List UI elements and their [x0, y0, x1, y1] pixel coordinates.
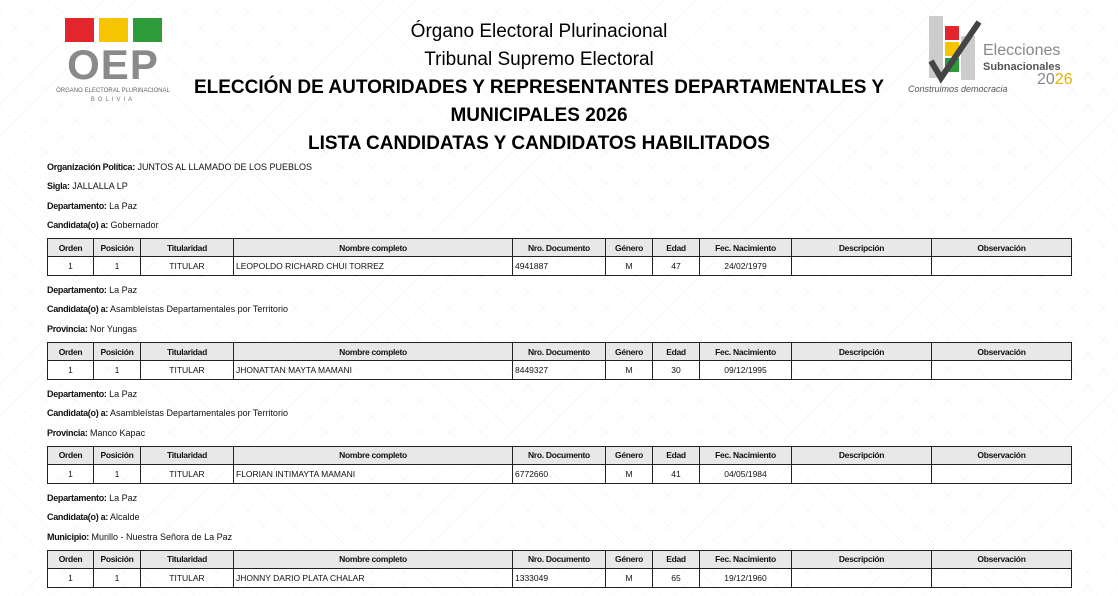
table-cell: 1 [48, 361, 94, 380]
table-header [48, 446, 1072, 464]
logo-line1: Elecciones [983, 42, 1061, 59]
column-header: Fec. Nacimiento [700, 550, 792, 568]
label: Candidata(o) a: [47, 512, 109, 523]
candidates-table [47, 238, 1072, 276]
column-header: Edad [653, 239, 700, 257]
column-header: Descripción [792, 446, 932, 464]
table-cell: M [606, 361, 653, 380]
prov-line [47, 427, 1071, 446]
column-header: Descripción [792, 239, 932, 257]
column-header: Edad [653, 550, 700, 568]
dep-value: La Paz [109, 200, 138, 211]
dep-value: La Paz [109, 285, 138, 296]
label: Candidata(o) a: [47, 304, 109, 315]
candidates-table [47, 446, 1072, 484]
table-cell: JHONATTAN MAYTA MAMANI [234, 361, 513, 380]
prov-value: Nor Yungas [90, 323, 137, 334]
column-header: Nro. Documento [513, 239, 606, 257]
label: Organización Política: [47, 162, 135, 172]
column-header: Fec. Nacimiento [700, 446, 792, 464]
prov-value: Manco Kapac [90, 427, 146, 438]
table-cell: 41 [653, 464, 700, 483]
table-cell: LEOPOLDO RICHARD CHUI TORREZ [234, 257, 513, 276]
org-title: Órgano Electoral Plurinacional [410, 21, 668, 42]
column-header: Titularidad [141, 446, 234, 464]
table-cell: 04/05/1984 [700, 464, 792, 483]
logo-slogan: Construimos democracia [908, 84, 1008, 94]
column-header: Posición [94, 550, 141, 568]
label: Provincia: [47, 427, 88, 438]
cand-line [47, 407, 1071, 426]
table-cell: FLORIAN INTIMAYTA MAMANI [234, 464, 513, 483]
oep-name: ÓRGANO ELECTORAL PLURINACIONAL [56, 88, 170, 94]
table-row [48, 361, 1072, 380]
table-cell [792, 464, 932, 483]
elecciones-subnacionales-logo [905, 12, 1080, 97]
column-header: Descripción [792, 550, 932, 568]
cand-value: Asambleístas Departamentales por Territorio [110, 408, 288, 419]
table-cell [932, 464, 1072, 483]
ballot-check-icon [927, 16, 987, 86]
table-row [48, 464, 1072, 483]
column-header: Posición [94, 446, 141, 464]
table-cell: JHONNY DARIO PLATA CHALAR [234, 568, 513, 587]
label: Provincia: [47, 323, 88, 334]
table-cell: 8449327 [513, 361, 606, 380]
year-a: 20 [1037, 71, 1055, 88]
column-header: Orden [48, 550, 94, 568]
table-cell: M [606, 257, 653, 276]
column-header: Fec. Nacimiento [700, 239, 792, 257]
column-header: Nombre completo [234, 550, 513, 568]
column-header: Observación [932, 343, 1072, 361]
column-header: Nombre completo [234, 343, 513, 361]
table-row [48, 568, 1072, 587]
table-header [48, 239, 1072, 257]
tribunal-title: Tribunal Supremo Electoral [424, 49, 654, 70]
column-header: Edad [653, 446, 700, 464]
column-header: Orden [48, 343, 94, 361]
table-cell: 1 [94, 361, 141, 380]
column-header: Posición [94, 343, 141, 361]
table-header [48, 343, 1072, 361]
column-header: Observación [932, 446, 1072, 464]
column-header: Titularidad [141, 550, 234, 568]
table-cell: 1 [48, 464, 94, 483]
candidates-table [47, 550, 1072, 588]
table-cell: 1333049 [513, 568, 606, 587]
document-header [190, 18, 888, 158]
sigla-line [47, 180, 1071, 199]
column-header: Nro. Documento [513, 343, 606, 361]
label: Sigla: [47, 181, 70, 192]
column-header: Observación [932, 550, 1072, 568]
table-cell [932, 568, 1072, 587]
table-cell: M [606, 464, 653, 483]
table-cell: 19/12/1960 [700, 568, 792, 587]
dep-value: La Paz [109, 389, 138, 400]
table-cell: TITULAR [141, 568, 234, 587]
cand-value: Gobernador [110, 219, 159, 230]
column-header: Género [606, 550, 653, 568]
column-header: Titularidad [141, 343, 234, 361]
oep-country: BOLIVIA [90, 97, 136, 103]
list-title: LISTA CANDIDATAS Y CANDIDATOS HABILITADOS [308, 133, 770, 154]
table-cell: TITULAR [141, 257, 234, 276]
table-cell [932, 361, 1072, 380]
column-header: Género [606, 446, 653, 464]
column-header: Orden [48, 239, 94, 257]
column-header: Género [606, 239, 653, 257]
column-header: Titularidad [141, 239, 234, 257]
column-header: Nro. Documento [513, 446, 606, 464]
logo-year [1037, 71, 1073, 89]
cand-line [47, 303, 1071, 322]
column-header: Género [606, 343, 653, 361]
table-header [48, 550, 1072, 568]
column-header: Edad [653, 343, 700, 361]
dep-line [47, 388, 1071, 407]
table-cell: 4941887 [513, 257, 606, 276]
column-header: Orden [48, 446, 94, 464]
table-cell: 65 [653, 568, 700, 587]
label: Departamento: [47, 285, 107, 296]
candidates-table [47, 342, 1072, 380]
table-cell: 30 [653, 361, 700, 380]
table-cell [792, 361, 932, 380]
column-header: Descripción [792, 343, 932, 361]
table-cell: 1 [48, 568, 94, 587]
table-cell [792, 257, 932, 276]
election-title: ELECCIÓN DE AUTORIDADES Y REPRESENTANTES DEPARTAMENTALES Y MUNICIPALES 2026 [193, 77, 885, 126]
table-cell: 1 [94, 464, 141, 483]
column-header: Posición [94, 239, 141, 257]
table-row [48, 257, 1072, 276]
label: Candidata(o) a: [47, 219, 109, 230]
table-cell: M [606, 568, 653, 587]
label: Departamento: [47, 389, 107, 400]
table-cell: 47 [653, 257, 700, 276]
cand-line [47, 511, 1071, 530]
mun-line [47, 531, 1071, 550]
org-value: JUNTOS AL LLAMADO DE LOS PUEBLOS [137, 162, 312, 172]
oep-acronym: OEP [67, 41, 159, 88]
oep-logo [46, 18, 180, 103]
cand-value: Alcalde [110, 512, 140, 523]
prov-line [47, 323, 1071, 342]
column-header: Nro. Documento [513, 550, 606, 568]
cand-value: Asambleístas Departamentales por Territorio [110, 304, 288, 315]
label: Departamento: [47, 492, 107, 503]
table-cell: 09/12/1995 [700, 361, 792, 380]
label: Departamento: [47, 200, 107, 211]
candidate-list [47, 161, 1071, 596]
org-line [47, 161, 1071, 180]
table-cell: TITULAR [141, 464, 234, 483]
table-cell: 6772660 [513, 464, 606, 483]
label: Candidata(o) a: [47, 408, 109, 419]
table-cell: 24/02/1979 [700, 257, 792, 276]
column-header: Fec. Nacimiento [700, 343, 792, 361]
logo-line2: Subnacionales [983, 61, 1061, 73]
dep-value: La Paz [109, 492, 138, 503]
column-header: Observación [932, 239, 1072, 257]
column-header: Nombre completo [234, 239, 513, 257]
dep-line [47, 284, 1071, 303]
table-cell [792, 568, 932, 587]
sigla-value: JALLALLA LP [72, 181, 128, 192]
dep-line [47, 492, 1071, 511]
table-cell [932, 257, 1072, 276]
column-header: Nombre completo [234, 446, 513, 464]
mun-value: Murillo - Nuestra Señora de La Paz [91, 531, 233, 542]
table-cell: TITULAR [141, 361, 234, 380]
table-cell: 1 [94, 568, 141, 587]
year-b: 26 [1054, 71, 1073, 88]
dep-line [47, 200, 1071, 219]
label: Municipio: [47, 531, 89, 542]
flag-icon [46, 18, 180, 42]
cand-line [47, 219, 1071, 238]
table-cell: 1 [94, 257, 141, 276]
table-cell: 1 [48, 257, 94, 276]
